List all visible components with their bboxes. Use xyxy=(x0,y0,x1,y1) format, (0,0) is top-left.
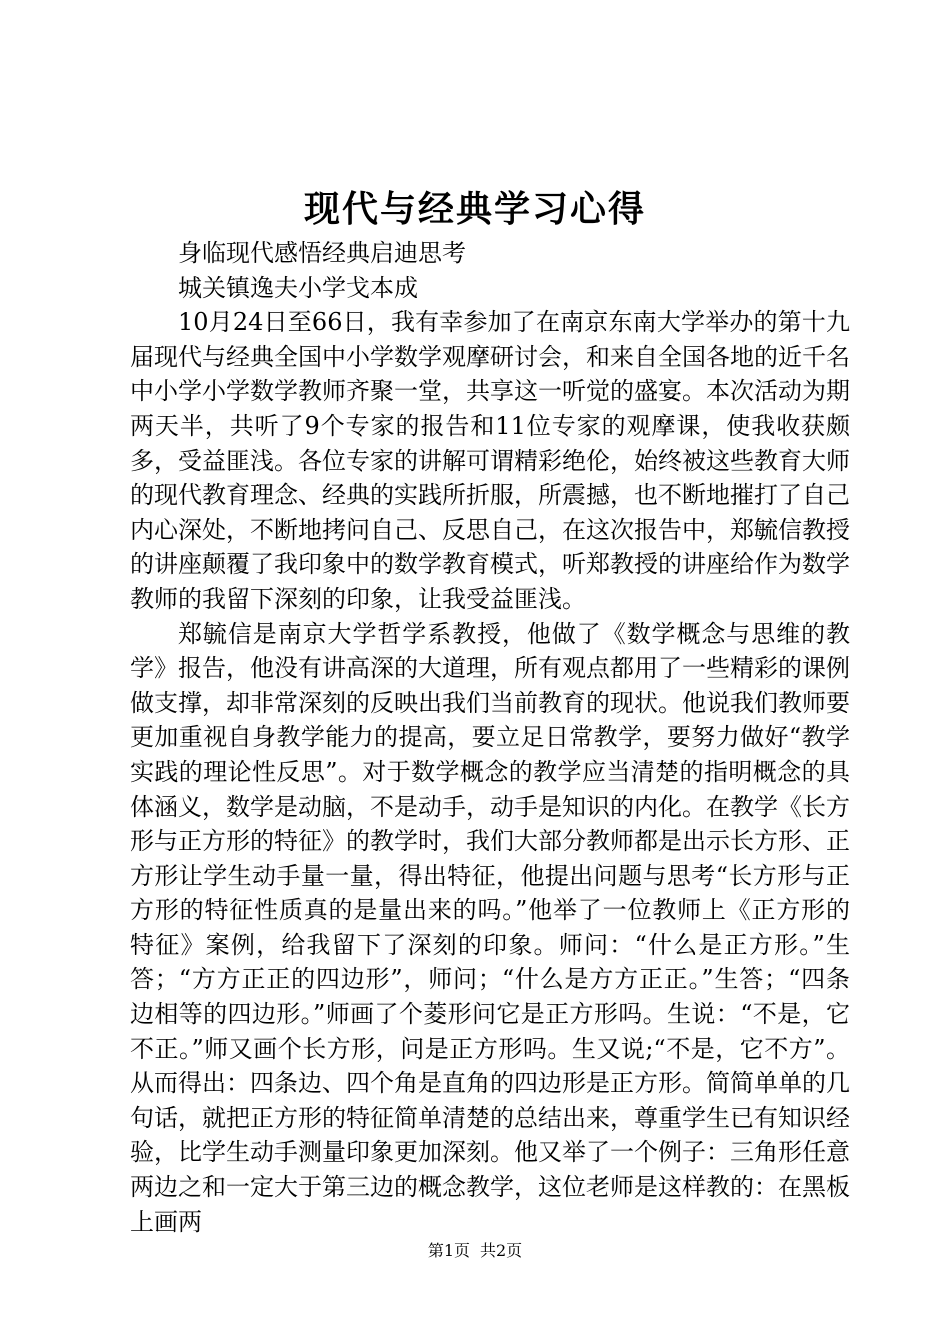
body-paragraph: 10月24日至66日，我有幸参加了在南京东南大学举办的第十九届现代与经典全国中小学数学观摩研讨会，和来自全国各地的近千名中小学小学数学教师齐聚一堂，共享这一听觉的盛宴。本次活动为期两天半，共听了9个专家的报告和11位专家的观摩课，使我收获颇多，受益匪浅。各位专家的讲解可谓精彩绝伦，始终被这些教育大师的现代教育理念、经典的实践所折服，所震撼，也不断地摧打了自己内心深处，不断地拷问自己、反思自己，在这次报告中，郑毓信教授的讲座颠覆了我印象中的数学教育模式，听郑教授的讲座给作为数学教师的我留下深刻的印象，让我受益匪浅。 xyxy=(130,308,850,613)
page-footer xyxy=(0,1240,950,1262)
page-count: 共2页 xyxy=(480,1241,523,1260)
document-title: 现代与经典学习心得 xyxy=(303,188,646,230)
body-paragraph: 郑毓信是南京大学哲学系教授，他做了《数学概念与思维的教学》报告，他没有讲高深的大道理，所有观点都用了一些精彩的课例做支撑，却非常深刻的反映出我们当前教育的现状。他说我们教师要更加重视自身教学能力的提高，要立足日常教学，要努力做好“教学实践的理论性反思”。对于数学概念的教学应当清楚的指明概念的具体涵义，数学是动脑，不是动手，动手是知识的内化。在教学《长方形与正方形的特征》的教学时，我们大部分教师都是出示长方形、正方形让学生动手量一量，得出特征，他提出问题与思考“长方形与正方形的特征性质真的是量出来的吗。”他举了一位教师上《正方形的特征》案例，给我留下了深刻的印象。师问：“什么是正方形。”生答；“方方正正的四边形”，师问；“什么是方方正正。”生答；“四条边相等的四边形。”师画了个菱形问它是正方形吗。生说：“不是，它不正。”师又画个长方形，问是正方形吗。生又说;“不是，它不方”。从而得出：四条边、四个角是直角的四边形是正方形。简简单单的几句话，就把正方形的特征简单清楚的总结出来，尊重学生已有知识经验，比学生动手测量印象更加深刻。他又举了一个例子：三角形任意两边之和一定大于第三边的概念教学，这位老师是这样教的：在黑板上画两 xyxy=(130,619,850,1236)
subtitle-line: 身临现代感悟经典启迪思考 xyxy=(178,239,466,267)
page-number: 第1页 xyxy=(427,1241,470,1260)
document-body xyxy=(130,236,850,1239)
author-line: 城关镇逸夫小学戈本成 xyxy=(178,273,418,302)
